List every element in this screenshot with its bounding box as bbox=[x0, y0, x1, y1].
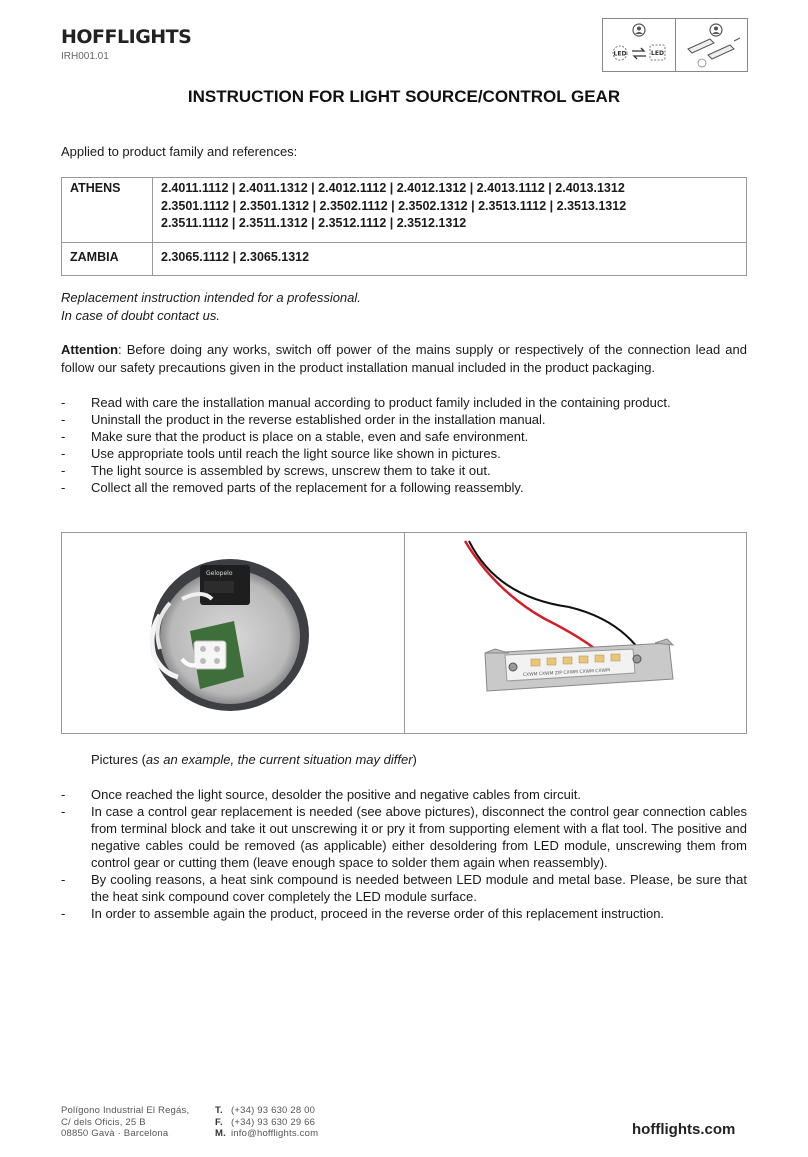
replacement-steps bbox=[61, 786, 747, 922]
footer-address bbox=[61, 1105, 189, 1140]
led-board-label: CXWM CXWM ZIP CXWM CXWM CXWM bbox=[522, 668, 610, 678]
caption-italic: as an example, the current situation may differ bbox=[145, 752, 413, 767]
photo-led-module bbox=[404, 533, 747, 733]
list-item: - Read with care the installation manual according to product family included in the containing product. bbox=[61, 394, 747, 411]
driver-replace-icon bbox=[675, 19, 748, 71]
page-title: INSTRUCTION FOR LIGHT SOURCE/CONTROL GEAR bbox=[187, 87, 621, 106]
mail-value: info@hofflights.com bbox=[231, 1128, 319, 1139]
document-id: IRH001.01 bbox=[61, 51, 109, 62]
reference-line: 2.3501.1112 | 2.3501.1312 | 2.3502.1112 | 2.3502.1312 | 2.3513.1112 | 2.3513.1312 bbox=[161, 198, 627, 213]
led-label-left: LED bbox=[613, 50, 627, 58]
brand-logo: HOFFLIGHTS bbox=[61, 26, 192, 48]
reference-list bbox=[153, 178, 747, 243]
photo-control-gear bbox=[62, 533, 404, 733]
caption-prefix: Pictures ( bbox=[91, 752, 146, 767]
family-name: ZAMBIA bbox=[62, 243, 153, 276]
attention-text: : Before doing any works, switch off power of the mains supply or respectively of the connection lead and follow our safety precautions given in the product installation manual included in the product packaging. bbox=[61, 342, 747, 375]
list-item: - Uninstall the product in the reverse established order in the installation manual. bbox=[61, 411, 747, 428]
address-line: 08850 Gavà · Barcelona bbox=[61, 1128, 169, 1139]
list-item: - Once reached the light source, desolder the positive and negative cables from circuit. bbox=[61, 786, 747, 803]
list-item: - Use appropriate tools until reach the light source like shown in pictures. bbox=[61, 445, 747, 462]
reference-line: 2.3511.1112 | 2.3511.1312 | 2.3512.1112 | 2.3512.1312 bbox=[161, 216, 467, 230]
applied-intro: Applied to product family and references: bbox=[61, 144, 298, 159]
photos-caption bbox=[91, 752, 417, 767]
list-item: - By cooling reasons, a heat sink compound is needed between LED module and metal base. Please, be sure that the heat sink compound cover completely the LED module surface. bbox=[61, 871, 747, 905]
mail-label: M. bbox=[215, 1128, 226, 1139]
address-line: C/ dels Oficis, 25 B bbox=[61, 1116, 146, 1128]
address-line: Polígono Industrial El Regás, bbox=[61, 1105, 190, 1116]
reference-line: 2.4011.1112 | 2.4011.1312 | 2.4012.1112 | 2.4012.1312 | 2.4013.1112 | 2.4013.1312 bbox=[161, 181, 625, 195]
reference-list bbox=[153, 243, 747, 276]
note-line: In case of doubt contact us. bbox=[61, 307, 220, 323]
attention-label: Attention bbox=[61, 342, 119, 357]
led-swap-icon bbox=[603, 19, 675, 71]
attention-paragraph bbox=[61, 341, 747, 376]
list-item: - The light source is assembled by screws, unscrew them to take it out. bbox=[61, 462, 747, 479]
table-row bbox=[62, 178, 747, 243]
list-item: - In case a control gear replacement is needed (see above pictures), disconnect the control gear connection cables from terminal block and take it out unscrewing it or pry it from supporting element with a flat tool. The positive and negative cables could be removed (as applicable) either desoldering from LED module, unscrewing them from control gear or cutting them (leave enough space to solder them again when reassembly). bbox=[61, 803, 747, 871]
list-item: - Make sure that the product is place on a stable, even and safe environment. bbox=[61, 428, 747, 445]
fax-label: F. bbox=[215, 1116, 223, 1128]
led-label-right: LED bbox=[651, 50, 664, 57]
instruction-icons bbox=[602, 18, 748, 72]
list-item: - Collect all the removed parts of the replacement for a following reassembly. bbox=[61, 479, 747, 496]
family-name: ATHENS bbox=[62, 178, 153, 243]
reference-line: 2.3065.1112 | 2.3065.1312 bbox=[161, 250, 310, 264]
professional-note bbox=[61, 289, 361, 324]
references-table bbox=[61, 177, 747, 276]
table-row bbox=[62, 243, 747, 276]
caption-suffix: ) bbox=[412, 752, 417, 767]
note-line: Replacement instruction intended for a professional. bbox=[61, 290, 361, 305]
preparation-steps bbox=[61, 394, 747, 496]
footer-website: hofflights.com bbox=[632, 1121, 736, 1138]
tel-label: T. bbox=[215, 1105, 223, 1116]
fax-value: (+34) 93 630 29 66 bbox=[231, 1116, 316, 1128]
tel-value: (+34) 93 630 28 00 bbox=[231, 1105, 316, 1116]
list-item: - In order to assemble again the product, proceed in the reverse order of this replacement instruction. bbox=[61, 905, 747, 922]
photos-table bbox=[61, 532, 747, 734]
driver-brand-label: Gelopelo bbox=[206, 570, 233, 577]
footer-contact bbox=[215, 1105, 318, 1140]
